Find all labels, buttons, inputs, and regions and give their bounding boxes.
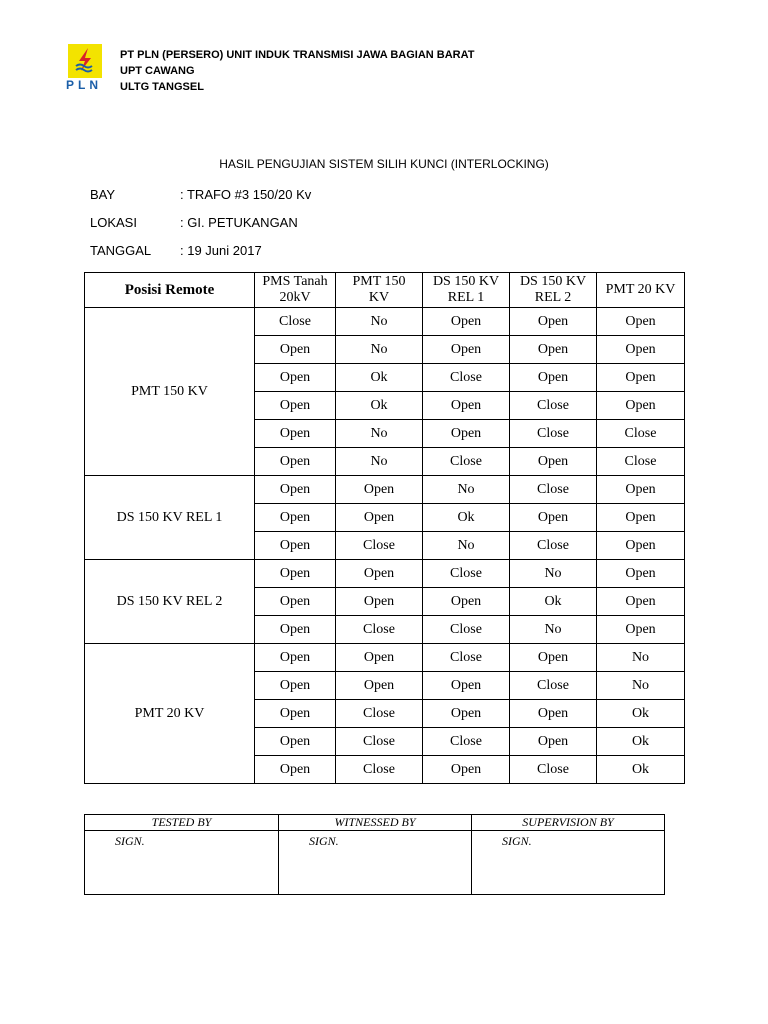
status-cell: Open <box>597 616 685 644</box>
status-cell: Close <box>510 420 597 448</box>
status-cell: Open <box>510 644 597 672</box>
status-cell: Open <box>423 336 510 364</box>
status-cell: Open <box>510 728 597 756</box>
column-header: PMS Tanah 20kV <box>255 273 336 308</box>
status-cell: No <box>423 532 510 560</box>
status-cell: Open <box>423 672 510 700</box>
posisi-label: PMT 20 KV <box>85 644 255 784</box>
status-cell: Open <box>255 336 336 364</box>
table-row <box>85 644 685 672</box>
status-cell: Open <box>336 560 423 588</box>
status-cell: Open <box>510 700 597 728</box>
status-cell: Close <box>510 476 597 504</box>
lokasi-value: : GI. PETUKANGAN <box>180 215 298 230</box>
status-cell: No <box>336 336 423 364</box>
status-cell: Close <box>423 616 510 644</box>
column-header: DS 150 KV REL 1 <box>423 273 510 308</box>
status-cell: Open <box>255 560 336 588</box>
status-cell: Open <box>336 504 423 532</box>
pln-logo <box>66 44 110 92</box>
status-cell: No <box>510 560 597 588</box>
posisi-label: DS 150 KV REL 2 <box>85 560 255 644</box>
status-cell: Open <box>423 756 510 784</box>
status-cell: Open <box>255 728 336 756</box>
status-cell: Open <box>510 336 597 364</box>
status-cell: Open <box>423 392 510 420</box>
status-cell: Open <box>255 392 336 420</box>
status-cell: No <box>597 644 685 672</box>
status-cell: Open <box>255 476 336 504</box>
status-cell: Close <box>423 644 510 672</box>
status-cell: Close <box>510 756 597 784</box>
status-cell: Close <box>423 728 510 756</box>
status-cell: Open <box>255 672 336 700</box>
status-cell: Open <box>255 700 336 728</box>
status-cell: No <box>597 672 685 700</box>
status-cell: Open <box>510 448 597 476</box>
status-cell: Open <box>423 588 510 616</box>
tanggal-label: TANGGAL <box>90 243 152 258</box>
status-cell: Open <box>597 392 685 420</box>
status-cell: Open <box>336 672 423 700</box>
status-cell: Ok <box>597 728 685 756</box>
status-cell: Ok <box>336 364 423 392</box>
tested-by-sign: SIGN. <box>85 831 279 895</box>
status-cell: Open <box>510 504 597 532</box>
status-cell: Ok <box>597 756 685 784</box>
status-cell: Close <box>336 616 423 644</box>
status-cell: Close <box>336 728 423 756</box>
status-cell: No <box>336 308 423 336</box>
status-cell: Open <box>255 448 336 476</box>
supervision-by-header: SUPERVISION BY <box>472 815 665 831</box>
status-cell: Open <box>597 364 685 392</box>
witnessed-by-header: WITNESSED BY <box>279 815 472 831</box>
status-cell: Open <box>423 308 510 336</box>
table-row <box>85 308 685 336</box>
table-header-row <box>85 273 685 308</box>
status-cell: Open <box>255 420 336 448</box>
status-cell: No <box>336 448 423 476</box>
lokasi-label: LOKASI <box>90 215 137 230</box>
status-cell: Open <box>255 364 336 392</box>
status-cell: Open <box>597 504 685 532</box>
status-cell: Ok <box>597 700 685 728</box>
status-cell: Close <box>336 532 423 560</box>
status-cell: Open <box>597 560 685 588</box>
status-cell: Open <box>510 364 597 392</box>
status-cell: Open <box>255 588 336 616</box>
status-cell: Close <box>510 392 597 420</box>
logo-wordmark: PLN <box>66 78 102 92</box>
status-cell: Open <box>597 532 685 560</box>
status-cell: Open <box>423 700 510 728</box>
status-cell: Ok <box>423 504 510 532</box>
witnessed-by-sign: SIGN. <box>279 831 472 895</box>
posisi-remote-header: Posisi Remote <box>85 273 255 308</box>
status-cell: Open <box>597 308 685 336</box>
status-cell: Close <box>423 448 510 476</box>
signature-table <box>84 814 665 895</box>
sub-unit-name: ULTG TANGSEL <box>120 81 204 93</box>
status-cell: Close <box>510 672 597 700</box>
status-cell: Close <box>336 756 423 784</box>
status-cell: Open <box>255 644 336 672</box>
status-cell: Ok <box>336 392 423 420</box>
status-cell: Open <box>255 756 336 784</box>
status-cell: Open <box>597 336 685 364</box>
status-cell: Close <box>336 700 423 728</box>
status-cell: No <box>423 476 510 504</box>
status-cell: No <box>336 420 423 448</box>
status-cell: Close <box>510 532 597 560</box>
status-cell: Open <box>423 420 510 448</box>
tested-by-header: TESTED BY <box>85 815 279 831</box>
status-cell: Open <box>336 476 423 504</box>
signature-row <box>85 831 665 895</box>
status-cell: Open <box>597 476 685 504</box>
status-cell: Close <box>423 364 510 392</box>
report-title: HASIL PENGUJIAN SISTEM SILIH KUNCI (INTERLOCKING) <box>219 157 549 171</box>
status-cell: Close <box>597 420 685 448</box>
interlocking-table <box>84 272 685 784</box>
status-cell: Open <box>255 532 336 560</box>
status-cell: Close <box>255 308 336 336</box>
posisi-label: DS 150 KV REL 1 <box>85 476 255 560</box>
posisi-label: PMT 150 KV <box>85 308 255 476</box>
column-header: PMT 150 KV <box>336 273 423 308</box>
status-cell: Ok <box>510 588 597 616</box>
bay-value: : TRAFO #3 150/20 Kv <box>180 187 312 202</box>
status-cell: Open <box>255 616 336 644</box>
status-cell: Open <box>336 588 423 616</box>
status-cell: Close <box>423 560 510 588</box>
company-name: PT PLN (PERSERO) UNIT INDUK TRANSMISI JAWA BAGIAN BARAT <box>120 49 475 61</box>
unit-name: UPT CAWANG <box>120 65 195 77</box>
column-header: PMT 20 KV <box>597 273 685 308</box>
table-row <box>85 560 685 588</box>
status-cell: No <box>510 616 597 644</box>
supervision-by-sign: SIGN. <box>472 831 665 895</box>
status-cell: Open <box>510 308 597 336</box>
column-header: DS 150 KV REL 2 <box>510 273 597 308</box>
bay-label: BAY <box>90 187 116 202</box>
status-cell: Open <box>336 644 423 672</box>
table-row <box>85 476 685 504</box>
signature-header-row <box>85 815 665 831</box>
status-cell: Open <box>597 588 685 616</box>
company-header <box>120 47 474 95</box>
tanggal-value: : 19 Juni 2017 <box>180 243 262 258</box>
status-cell: Close <box>597 448 685 476</box>
status-cell: Open <box>255 504 336 532</box>
lightning-bolt-icon <box>68 44 102 78</box>
